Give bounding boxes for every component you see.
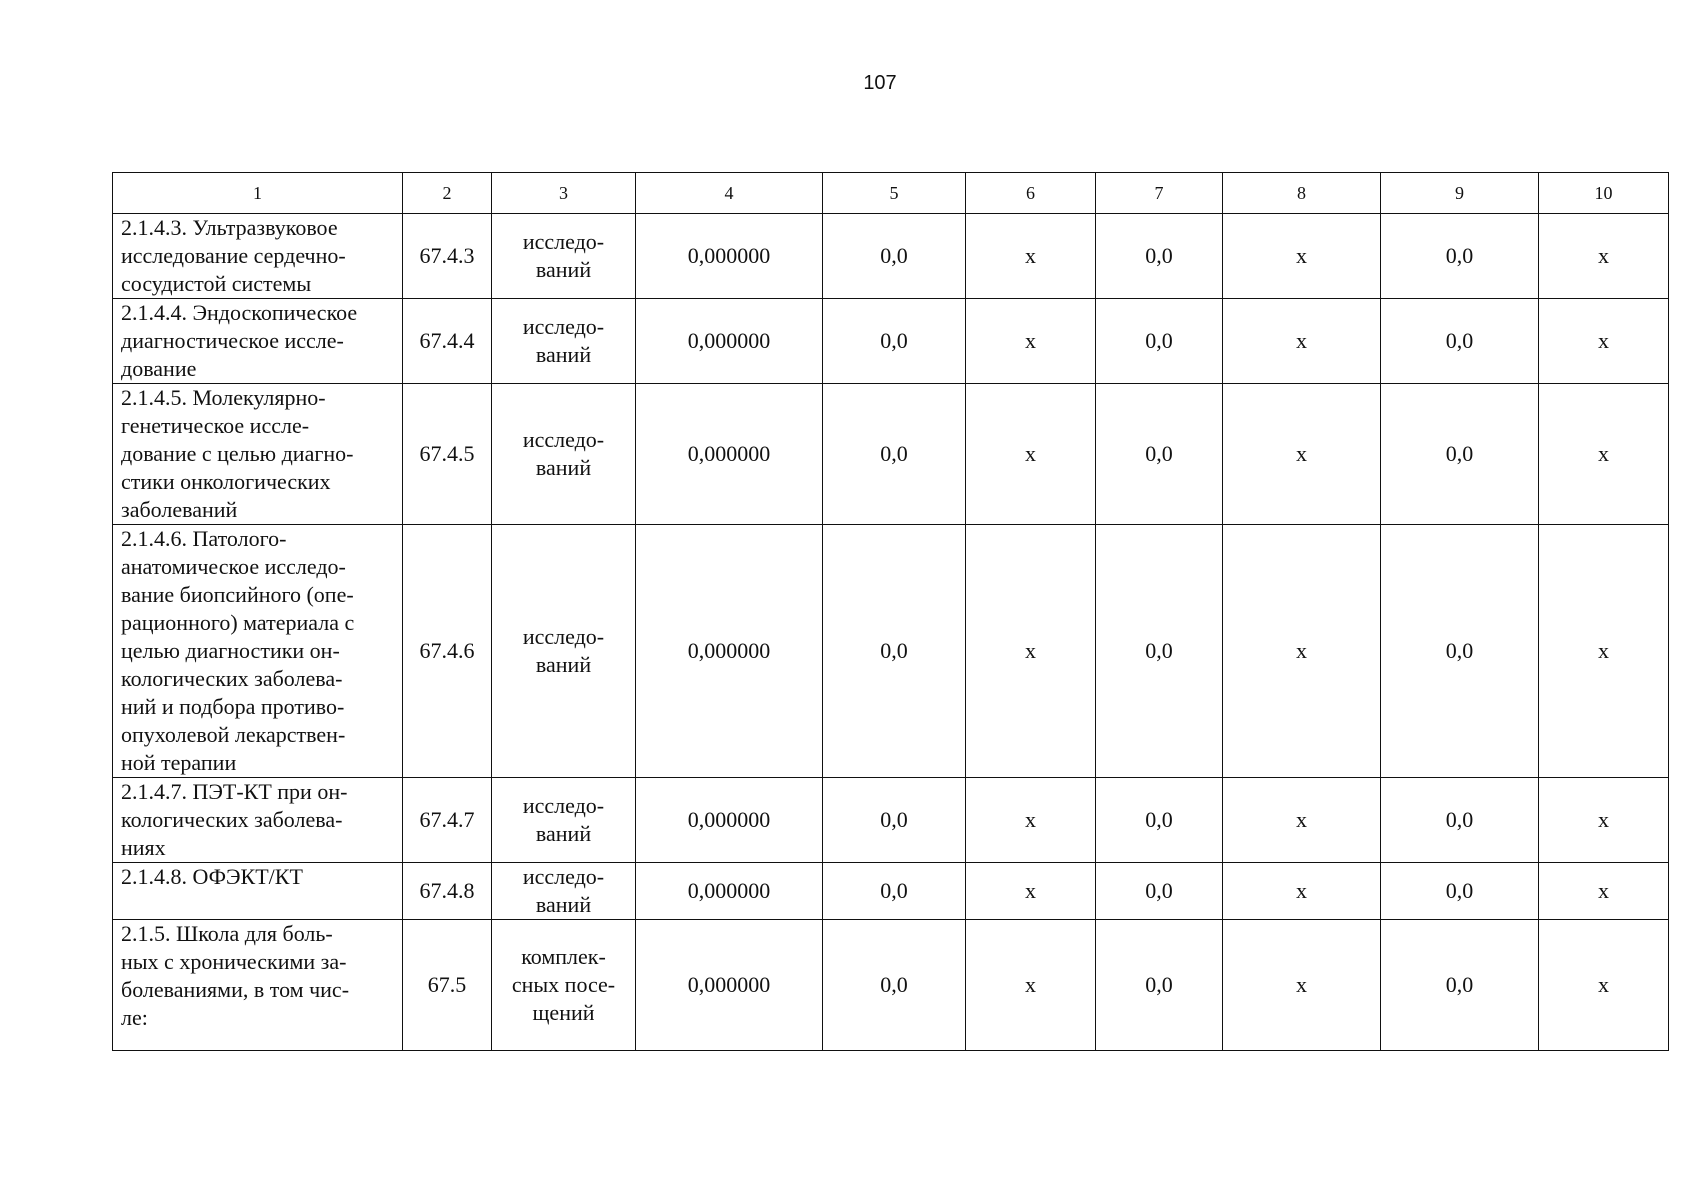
value-cell: x xyxy=(966,525,1096,778)
value-cell: x xyxy=(1539,525,1669,778)
row-code-cell: 67.4.7 xyxy=(403,778,492,863)
column-header: 2 xyxy=(403,173,492,214)
column-header: 5 xyxy=(823,173,966,214)
table-row xyxy=(113,299,1669,384)
value-cell: x xyxy=(1223,920,1381,1051)
column-header: 7 xyxy=(1096,173,1223,214)
value-cell: 0,0 xyxy=(1381,299,1539,384)
indicator-name-cell: 2.1.4.6. Патолого- анатомическое исследо- вание биопсийного (опе- рационного) материала с целью диагностики он- кологических заболева- ний и подбора противо- опухолевой лекарствен- ной терапии xyxy=(113,525,403,778)
value-cell: 0,0 xyxy=(1381,778,1539,863)
value-cell: 0,0 xyxy=(823,920,966,1051)
row-code-cell: 67.4.6 xyxy=(403,525,492,778)
column-header: 6 xyxy=(966,173,1096,214)
value-cell: 0,000000 xyxy=(636,778,823,863)
value-cell: x xyxy=(966,214,1096,299)
value-cell: 0,0 xyxy=(823,778,966,863)
value-cell: x xyxy=(1223,525,1381,778)
table-row xyxy=(113,384,1669,525)
column-header: 3 xyxy=(492,173,636,214)
value-cell: 0,0 xyxy=(823,299,966,384)
table-row xyxy=(113,214,1669,299)
value-cell: x xyxy=(1223,384,1381,525)
column-header: 1 xyxy=(113,173,403,214)
value-cell: 0,0 xyxy=(1096,214,1223,299)
unit-cell: исследо- ваний xyxy=(492,384,636,525)
value-cell: 0,000000 xyxy=(636,384,823,525)
value-cell: x xyxy=(1539,299,1669,384)
value-cell: x xyxy=(966,863,1096,920)
unit-cell: исследо- ваний xyxy=(492,299,636,384)
value-cell: 0,0 xyxy=(1096,863,1223,920)
indicator-name-cell: 2.1.4.5. Молекулярно- генетическое иссле- дование с целью диагно- стики онкологических заболеваний xyxy=(113,384,403,525)
unit-cell: исследо- ваний xyxy=(492,214,636,299)
table-header-row xyxy=(113,173,1669,214)
value-cell: x xyxy=(1223,863,1381,920)
value-cell: x xyxy=(966,384,1096,525)
value-cell: 0,000000 xyxy=(636,299,823,384)
value-cell: 0,000000 xyxy=(636,525,823,778)
value-cell: x xyxy=(1539,214,1669,299)
value-cell: 0,0 xyxy=(1096,384,1223,525)
unit-cell: исследо- ваний xyxy=(492,778,636,863)
value-cell: x xyxy=(966,778,1096,863)
value-cell: 0,000000 xyxy=(636,214,823,299)
value-cell: 0,0 xyxy=(1096,778,1223,863)
value-cell: 0,0 xyxy=(1096,299,1223,384)
value-cell: x xyxy=(1539,384,1669,525)
indicator-name-cell: 2.1.5. Школа для боль- ных с хроническими за- болеваниями, в том чис- ле: xyxy=(113,920,403,1051)
indicator-name-cell: 2.1.4.7. ПЭТ-КТ при он- кологических заболева- ниях xyxy=(113,778,403,863)
value-cell: x xyxy=(1223,778,1381,863)
row-code-cell: 67.4.8 xyxy=(403,863,492,920)
table-row xyxy=(113,525,1669,778)
column-header: 4 xyxy=(636,173,823,214)
value-cell: 0,0 xyxy=(823,214,966,299)
value-cell: x xyxy=(1539,863,1669,920)
value-cell: 0,000000 xyxy=(636,920,823,1051)
value-cell: 0,000000 xyxy=(636,863,823,920)
value-cell: x xyxy=(1223,299,1381,384)
unit-cell: исследо- ваний xyxy=(492,525,636,778)
value-cell: x xyxy=(1223,214,1381,299)
column-header: 9 xyxy=(1381,173,1539,214)
value-cell: 0,0 xyxy=(823,863,966,920)
value-cell: 0,0 xyxy=(1096,525,1223,778)
value-cell: x xyxy=(966,920,1096,1051)
value-cell: 0,0 xyxy=(1381,214,1539,299)
row-code-cell: 67.4.4 xyxy=(403,299,492,384)
value-cell: x xyxy=(966,299,1096,384)
row-code-cell: 67.5 xyxy=(403,920,492,1051)
table-row xyxy=(113,778,1669,863)
value-cell: x xyxy=(1539,920,1669,1051)
unit-cell: исследо- ваний xyxy=(492,863,636,920)
value-cell: 0,0 xyxy=(823,384,966,525)
column-header: 10 xyxy=(1539,173,1669,214)
indicator-name-cell: 2.1.4.3. Ультразвуковое исследование сердечно- сосудистой системы xyxy=(113,214,403,299)
value-cell: 0,0 xyxy=(1381,525,1539,778)
table-row xyxy=(113,863,1669,920)
value-cell: 0,0 xyxy=(823,525,966,778)
unit-cell: комплек- сных посе- щений xyxy=(492,920,636,1051)
row-code-cell: 67.4.5 xyxy=(403,384,492,525)
value-cell: 0,0 xyxy=(1381,863,1539,920)
value-cell: 0,0 xyxy=(1381,384,1539,525)
value-cell: 0,0 xyxy=(1096,920,1223,1051)
table-row xyxy=(113,920,1669,1051)
indicator-name-cell: 2.1.4.8. ОФЭКТ/КТ xyxy=(113,863,403,920)
column-header: 8 xyxy=(1223,173,1381,214)
indicator-name-cell: 2.1.4.4. Эндоскопическое диагностическое иссле- дование xyxy=(113,299,403,384)
data-table xyxy=(112,172,1669,1051)
value-cell: x xyxy=(1539,778,1669,863)
row-code-cell: 67.4.3 xyxy=(403,214,492,299)
value-cell: 0,0 xyxy=(1381,920,1539,1051)
page-number: 107 xyxy=(863,72,897,94)
